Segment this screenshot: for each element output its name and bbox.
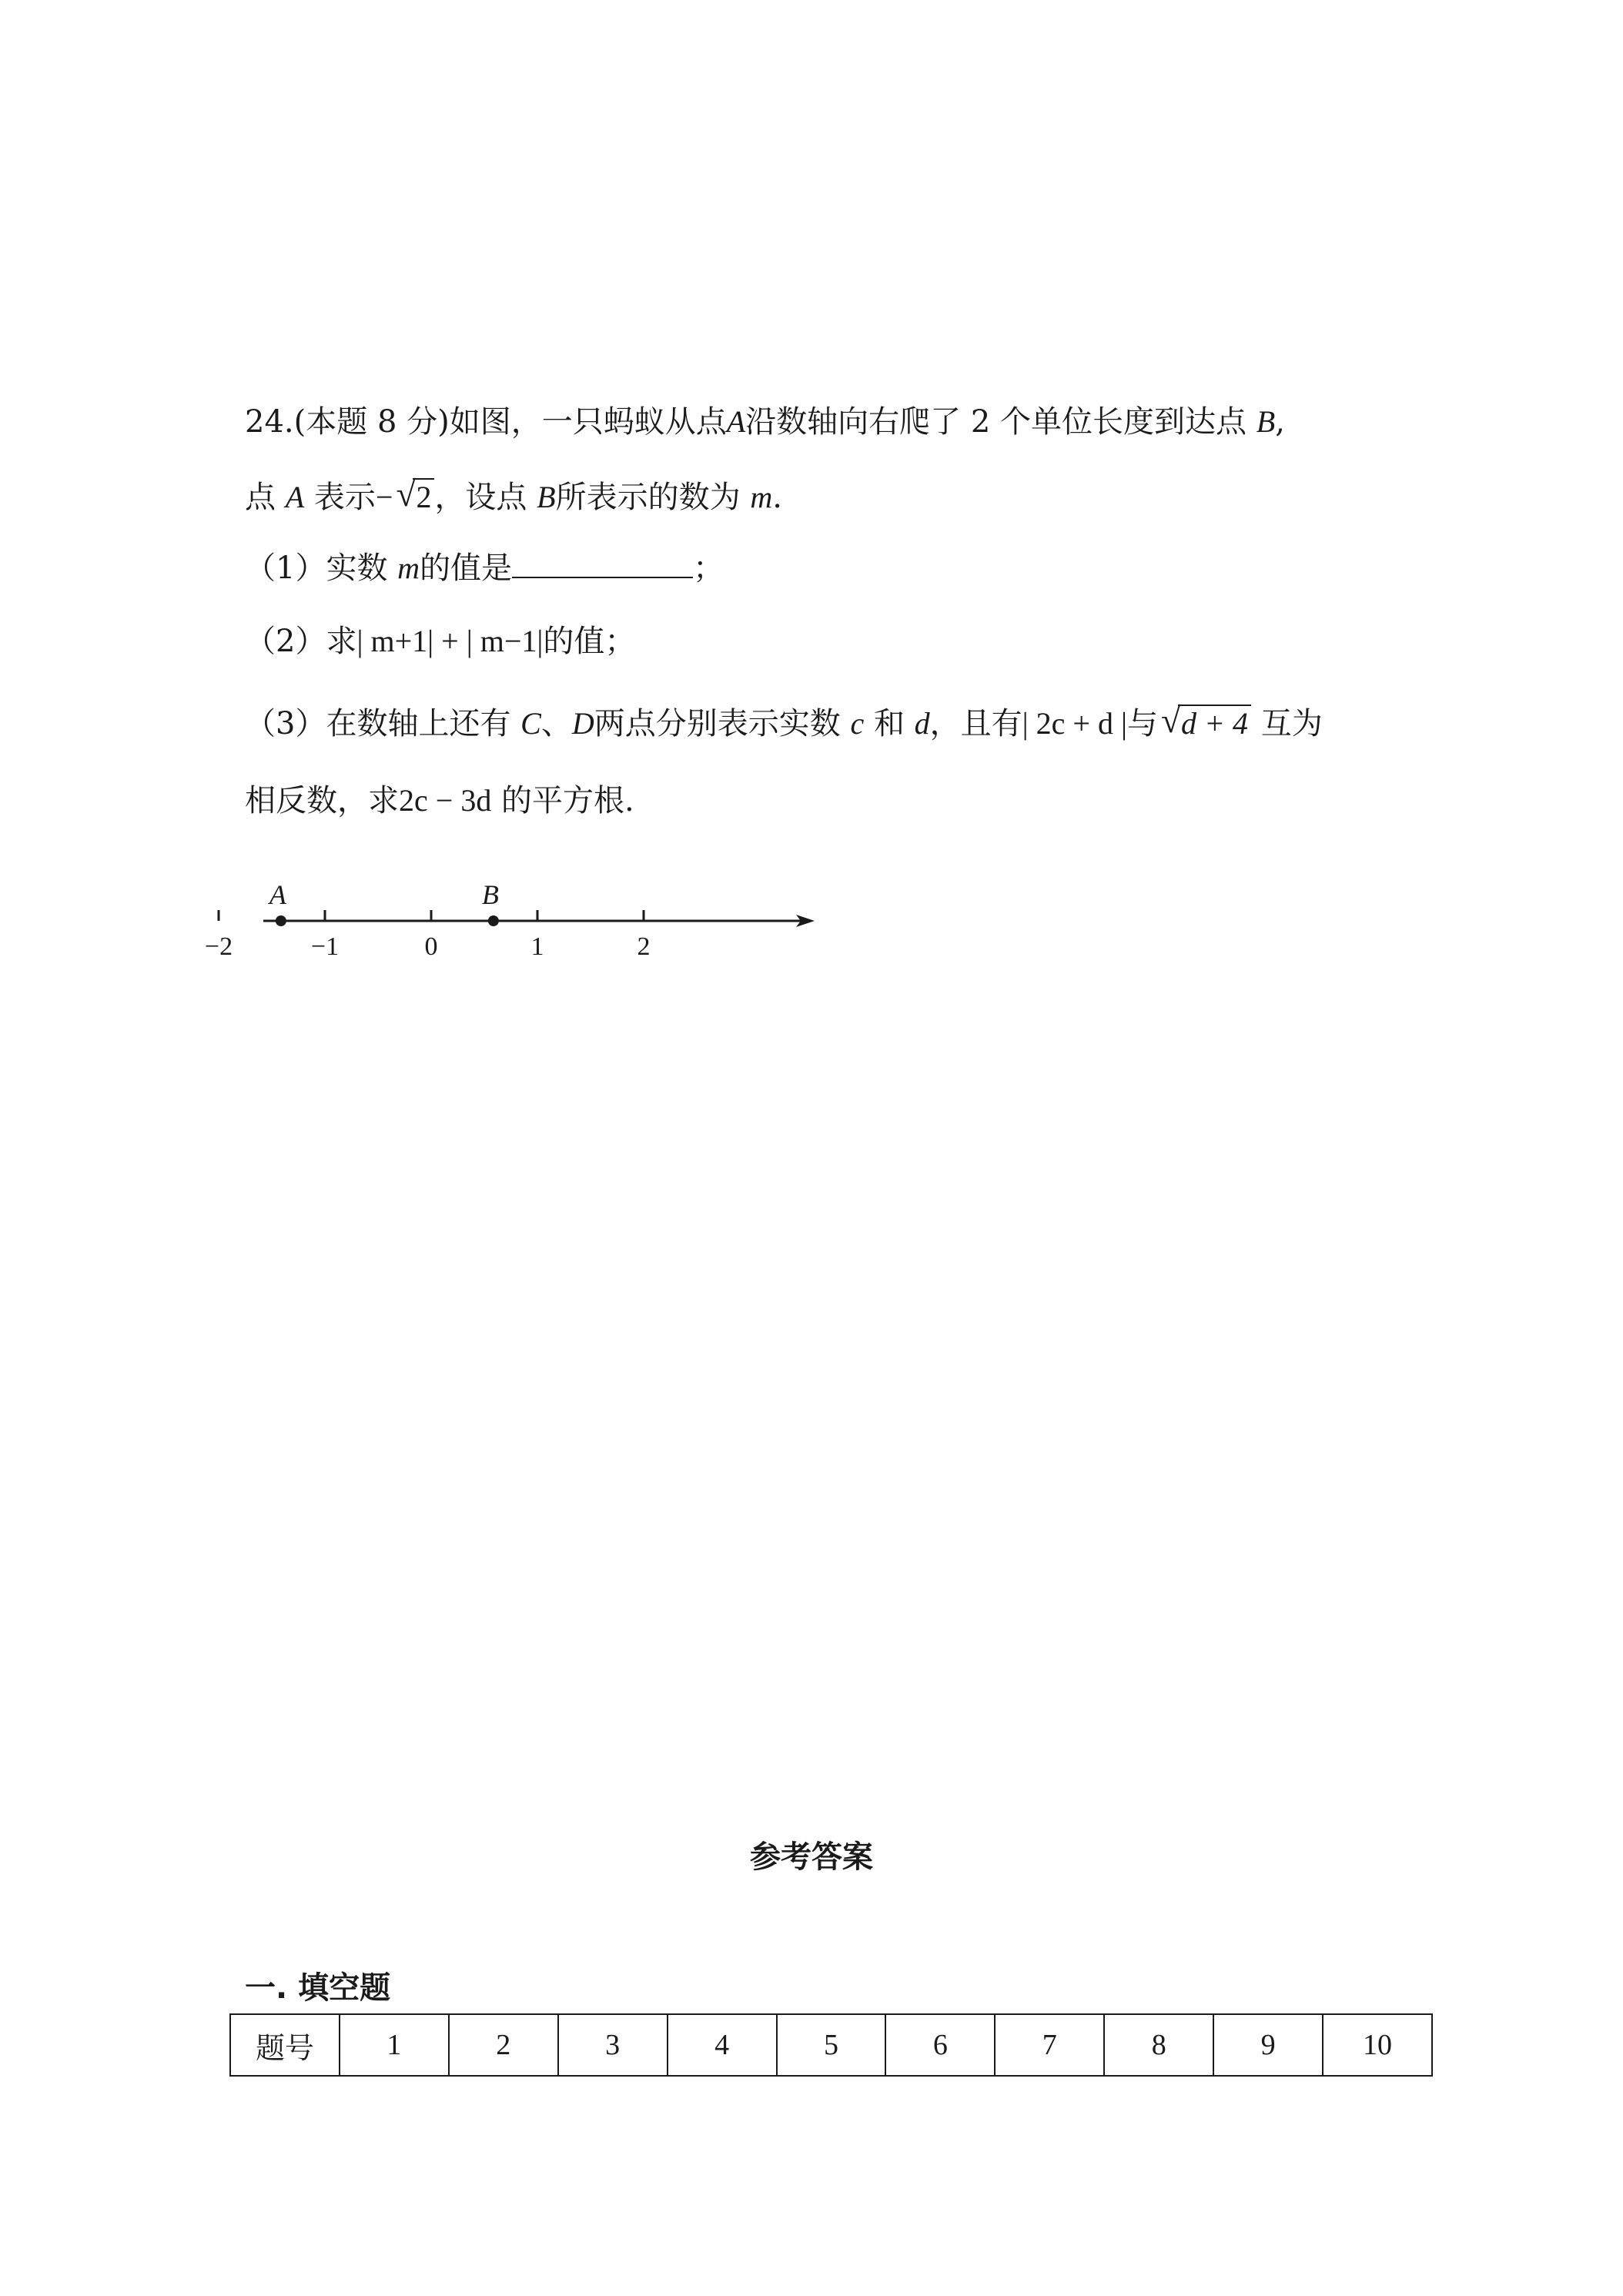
table-cell: 7 [995, 2014, 1104, 2076]
table-cell: 1 [340, 2014, 449, 2076]
part-1-prefix: （1）实数 [245, 551, 388, 586]
answers-title: 参考答案 [750, 1839, 873, 1875]
part-1 [245, 547, 724, 590]
negative-sign: − [375, 480, 393, 514]
question-text: 点 [245, 480, 276, 515]
abs-expression: | m+1| + | m−1| [356, 624, 544, 658]
question-text: 与 [1127, 706, 1158, 741]
tick-label: 0 [424, 932, 438, 961]
part-3-line-2 [245, 779, 634, 822]
question-text: 表示 [313, 480, 376, 515]
point-d-label: D [571, 706, 594, 741]
number-line-figure [204, 862, 824, 978]
point-b-label: B [481, 879, 499, 910]
question-text: 的平方根. [501, 783, 634, 818]
punctuation: 、 [540, 706, 572, 741]
table-cell: 2 [449, 2014, 558, 2076]
point-a-label: A [285, 480, 305, 514]
table-cell: 10 [1323, 2014, 1432, 2076]
variable-m: m [397, 551, 420, 585]
part-3-prefix: （3）在数轴上还有 [245, 706, 511, 741]
table-cell: 9 [1213, 2014, 1323, 2076]
point-b-dot [488, 915, 499, 926]
punctuation: , [1275, 404, 1285, 440]
question-text: 相反数，求 [245, 783, 399, 818]
question-text: 和 [873, 706, 905, 741]
punctuation: . [772, 480, 782, 515]
question-text: ，且有 [929, 706, 1022, 741]
variable-m: m [750, 480, 773, 514]
punctuation: ； [693, 551, 724, 586]
question-header: (本题 8 分)如图，一只蚂蚁从点 [293, 404, 727, 440]
question-text: 的值； [543, 624, 636, 659]
table-cell: 3 [558, 2014, 668, 2076]
expression: 2c − 3d [399, 783, 492, 818]
sqrt-expression: √ 2 [396, 476, 434, 519]
sqrt-radicand: 2 [413, 478, 434, 514]
abs-expression: | 2c + d | [1022, 706, 1127, 741]
point-a-label: A [269, 879, 286, 910]
point-a-dot [276, 915, 286, 926]
answer-table [229, 2013, 1433, 2077]
answer-blank[interactable] [512, 551, 693, 578]
sqrt-radicand: d + 4 [1178, 705, 1251, 741]
part-2 [245, 620, 635, 663]
point-a-label: A [726, 404, 746, 439]
tick-label: −2 [204, 932, 233, 961]
question-text: 所表示的数为 [555, 480, 741, 515]
table-cell: 4 [668, 2014, 777, 2076]
question-line-1 [245, 400, 1285, 443]
part-2-prefix: （2）求 [245, 624, 357, 659]
variable-d: d [914, 706, 930, 741]
question-number: 24. [245, 404, 294, 440]
point-c-label: C [520, 706, 541, 741]
point-b-label: B [1256, 404, 1276, 439]
tick-label: 2 [637, 932, 651, 961]
variable-c: c [850, 706, 865, 741]
question-text: ，设点 [434, 480, 527, 515]
table-cell: 5 [777, 2014, 886, 2076]
tick-label: 1 [530, 932, 544, 961]
tick-label: −1 [310, 932, 340, 961]
table-row [230, 2014, 1432, 2076]
question-text: 沿数轴向右爬了 2 个单位长度到达点 [745, 404, 1247, 440]
question-line-2 [245, 476, 782, 519]
sqrt-expression: √ d + 4 [1161, 702, 1251, 745]
table-cell: 6 [885, 2014, 995, 2076]
question-text: 的值是 [420, 551, 513, 586]
section-title: 一. 填空题 [245, 1970, 391, 2006]
part-3-line-1 [245, 702, 1323, 745]
question-text: 两点分别表示实数 [594, 706, 841, 741]
point-b-label: B [537, 480, 556, 514]
table-header-cell: 题号 [230, 2014, 340, 2076]
table-cell: 8 [1104, 2014, 1213, 2076]
question-text: 互为 [1260, 706, 1323, 741]
